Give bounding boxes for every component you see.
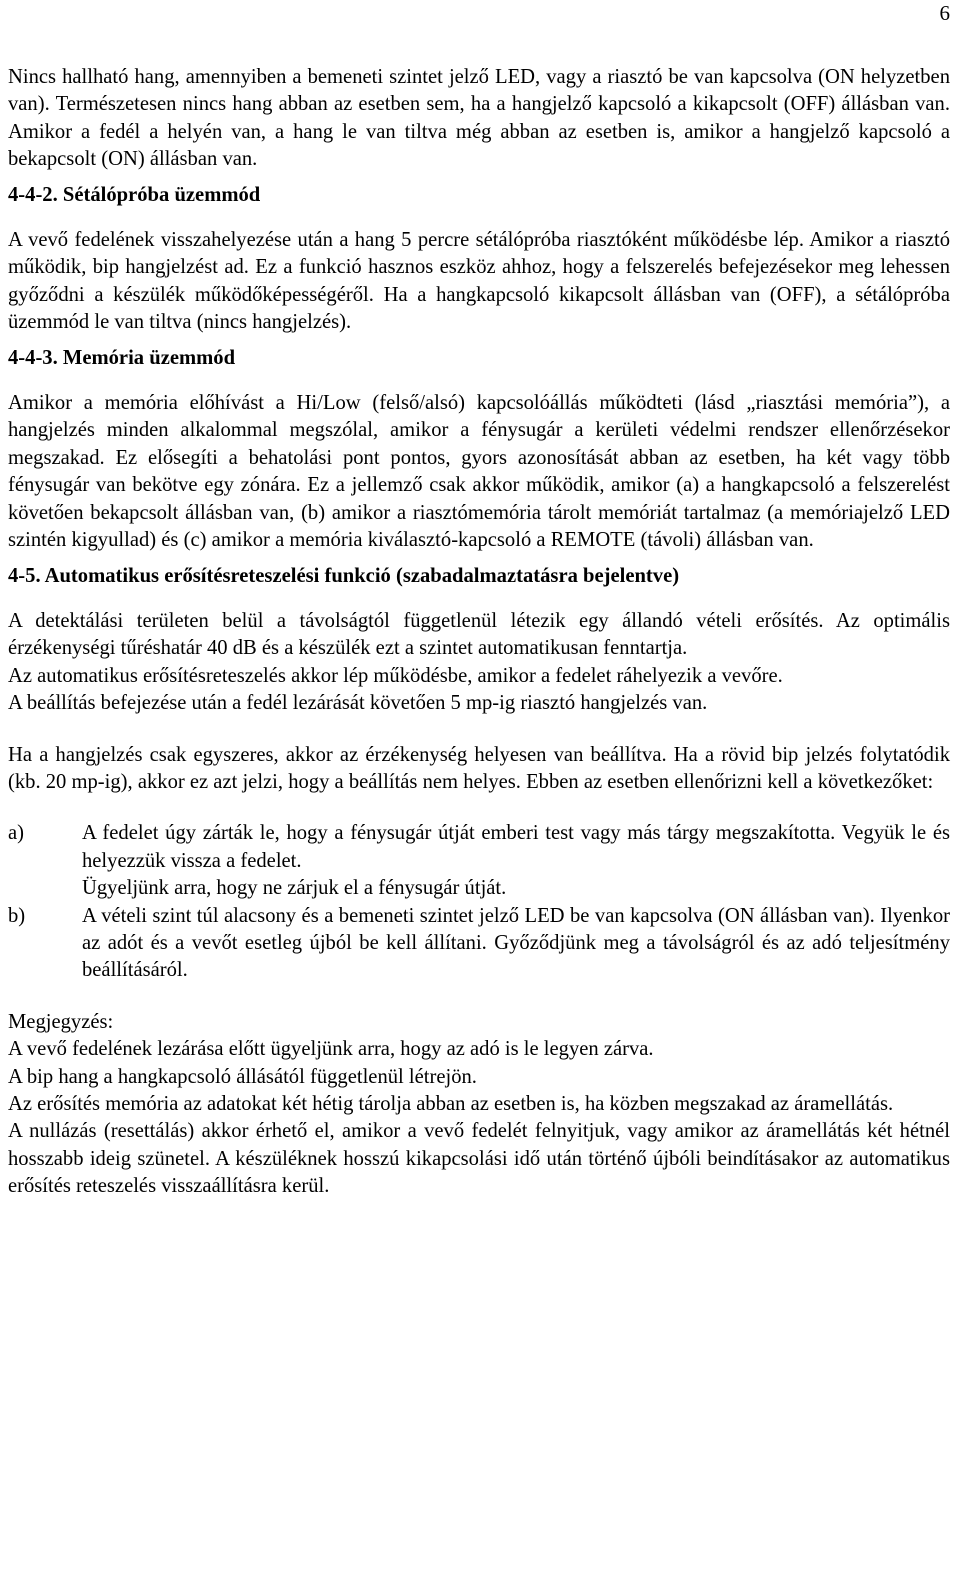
list-item-text: A fedelet úgy zárták le, hogy a fénysugár útját emberi test vagy más tárgy megszakította. Vegyük le és helyezzük vissza a fedelet. — [82, 822, 950, 872]
note-line: A vevő fedelének lezárása előtt ügyeljünk arra, hogy az adó is le legyen zárva. — [8, 1038, 654, 1061]
list-item-body — [82, 820, 950, 902]
list-item — [8, 820, 950, 902]
section-45-heading: 4-5. Automatikus erősítésreteszelési funkció (szabadalmaztatásra bejelentve) — [8, 564, 680, 587]
section-45-paragraph-1: A detektálási területen belül a távolságtól függetlenül létezik egy állandó vételi erősítés. Az optimális érzékenységi tűréshatár 40 dB és a készülék ezt a szintet automatikusan fenntartja. — [8, 609, 950, 660]
list-item-text: A vételi szint túl alacsony és a bemeneti szintet jelző LED be van kapcsolva (ON állásban van). Ilyenkor az adót és a vevőt esetleg újból be kell állítani. Győződjünk meg a távolságról és az adó teljesítmény beállításáról. — [82, 904, 950, 982]
section-443-body: Amikor a memória előhívást a Hi/Low (felső/alsó) kapcsolóállás működteti (lásd „riasztási memória”), a hangjelzés minden alkalommal megszólal, amikor a fénysugár a kerületi védelmi rendszer ellenőrzésekor megszakad. Ez elősegíti a behatolási pont pontos, gyors azonosítását abban az esetben, ha két vagy több fénysugár van bekötve egy zónára. Ez a jellemző csak akkor működik, amikor (a) a hangkapcsoló a felszerelést követően bekapcsolt állásban van, (b) amikor a riasztómemória tárolt memóriát tartalmaz (a memóriajelző LED szintén kigyullad) és (c) amikor a memória kiválasztó-kapcsoló a REMOTE (távoli) állásban van. — [8, 392, 950, 552]
section-442-body: A vevő fedelének visszahelyezése után a hang 5 percre sétálópróba riasztóként működésbe lép. Amikor a riasztó működik, bip hangjelzést ad. Ez a funkció hasznos eszköz ahhoz, hogy a felszerelés befejezésekor meg lehessen győződni a készülék működőképességéről. Ha a hangkapcsoló kikapcsolt állásban van (OFF), a sétálópróba üzemmód le van tiltva (nincs hangjelzés). — [8, 229, 950, 334]
section-443-heading: 4-4-3. Memória üzemmód — [8, 346, 236, 369]
note-line: Az erősítés memória az adatokat két hétig tárolja abban az esetben is, ha közben megszakad az áramellátás. — [8, 1093, 894, 1115]
page-number: 6 — [939, 1, 950, 25]
list-item-label: a) — [8, 822, 24, 845]
section-45-paragraph-4: Ha a hangjelzés csak egyszeres, akkor az érzékenység helyesen van beállítva. Ha a rövid bip jelzés folytatódik (kb. 20 mp-ig), akkor ez azt jelzi, hogy a beállítás nem helyes. Ebben az esetben ellenőrizni kell a következőket: — [8, 743, 950, 793]
section-45-paragraph-2: Az automatikus erősítésreteszelés akkor lép működésbe, amikor a fedelet ráhelyezik a vevőre. — [8, 664, 783, 687]
section-442-heading: 4-4-2. Sétálópróba üzemmód — [8, 183, 261, 206]
list-item — [8, 903, 950, 985]
note-line: A nullázás (resettálás) akkor érhető el, amikor a vevő fedelét felnyitjuk, vagy amikor az áramellátás két hétnél hosszabb ideig szünetel. A készüléknek hosszú kikapcsolási idő után történő újbóli beindításakor az automatikus erősítés reteszelés visszaállításra kerül. — [8, 1120, 950, 1198]
intro-paragraph: Nincs hallható hang, amennyiben a bemeneti szintet jelző LED, vagy a riasztó be van kapcsolva (ON helyzetben van). Természetesen nincs hang abban az esetben sem, ha a hangjelző kapcsoló a kikapcsolt (OFF) állásban van. Amikor a fedél a helyén van, a hang le van tiltva még abban az esetben is, amikor a hangjelző kapcsoló a bekapcsolt (ON) állásban van. — [8, 66, 950, 171]
note-line: A bip hang a hangkapcsoló állásától függetlenül létrejön. — [8, 1065, 477, 1088]
list-item-text: Ügyeljünk arra, hogy ne zárjuk el a fénysugár útját. — [82, 877, 507, 900]
check-list — [8, 820, 950, 984]
note-title: Megjegyzés: — [8, 1010, 114, 1033]
section-45-paragraph-3: A beállítás befejezése után a fedél lezárását követően 5 mp-ig riasztó hangjelzés van. — [8, 692, 708, 715]
list-item-body — [82, 903, 950, 985]
list-item-label: b) — [8, 904, 26, 927]
